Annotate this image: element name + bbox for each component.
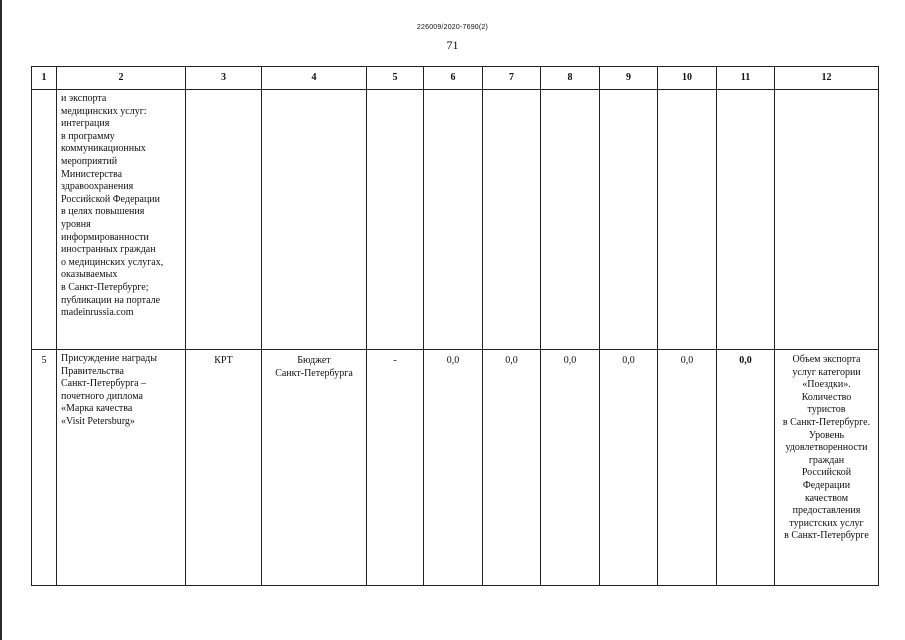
value-cell: 0,0 <box>483 350 541 586</box>
column-header: 8 <box>541 67 600 90</box>
row-number <box>32 90 57 350</box>
value-cell: 0,0 <box>541 350 600 586</box>
column-header: 6 <box>424 67 483 90</box>
scan-edge <box>0 0 2 640</box>
value-cell <box>600 90 658 350</box>
column-header: 9 <box>600 67 658 90</box>
table-row <box>32 90 879 350</box>
column-header: 10 <box>658 67 717 90</box>
value-cell: 0,0 <box>600 350 658 586</box>
measure-description: Присуждение награды Правительства Санкт-Петербурга – почетного диплома «Марка качества «Visit Petersburg» <box>57 350 186 586</box>
executor-cell <box>186 90 262 350</box>
executor-cell: КРТ <box>186 350 262 586</box>
value-cell <box>483 90 541 350</box>
column-header: 1 <box>32 67 57 90</box>
value-cell: - <box>367 350 424 586</box>
row-number: 5 <box>32 350 57 586</box>
value-cell <box>367 90 424 350</box>
page-number: 71 <box>446 38 459 52</box>
indicator-cell <box>775 90 879 350</box>
column-header: 5 <box>367 67 424 90</box>
column-header: 7 <box>483 67 541 90</box>
funding-source-cell: Бюджет Санкт-Петербурга <box>262 350 367 586</box>
value-cell: 0,0 <box>658 350 717 586</box>
table-row <box>32 350 879 586</box>
funding-source-cell <box>262 90 367 350</box>
column-header: 2 <box>57 67 186 90</box>
document-registration-number: 226009/2020-7690(2) <box>416 24 489 31</box>
table-header-row <box>32 67 879 90</box>
value-cell: 0,0 <box>424 350 483 586</box>
column-header: 3 <box>186 67 262 90</box>
column-header: 11 <box>717 67 775 90</box>
data-table <box>31 66 879 586</box>
measure-description: и экспорта медицинских услуг: интеграция в программу коммуникационных мероприятий Министерства здравоохранения Российской Федерации в целях повышения уровня информированности иностранных граждан о медицинских услугах, оказываемых в Санкт-Петербурге; публикации на портале madeinrussia.com <box>57 90 186 350</box>
column-header: 12 <box>775 67 879 90</box>
value-cell <box>424 90 483 350</box>
indicator-cell: Объем экспорта услуг категории «Поездки». Количество туристов в Санкт-Петербурге. Уровень удовлетворенности граждан Российской Федерации качеством предоставления туристских услуг в Санкт-Петербурге <box>775 350 879 586</box>
value-cell <box>717 90 775 350</box>
value-cell: 0,0 <box>717 350 775 586</box>
column-header: 4 <box>262 67 367 90</box>
value-cell <box>658 90 717 350</box>
value-cell <box>541 90 600 350</box>
